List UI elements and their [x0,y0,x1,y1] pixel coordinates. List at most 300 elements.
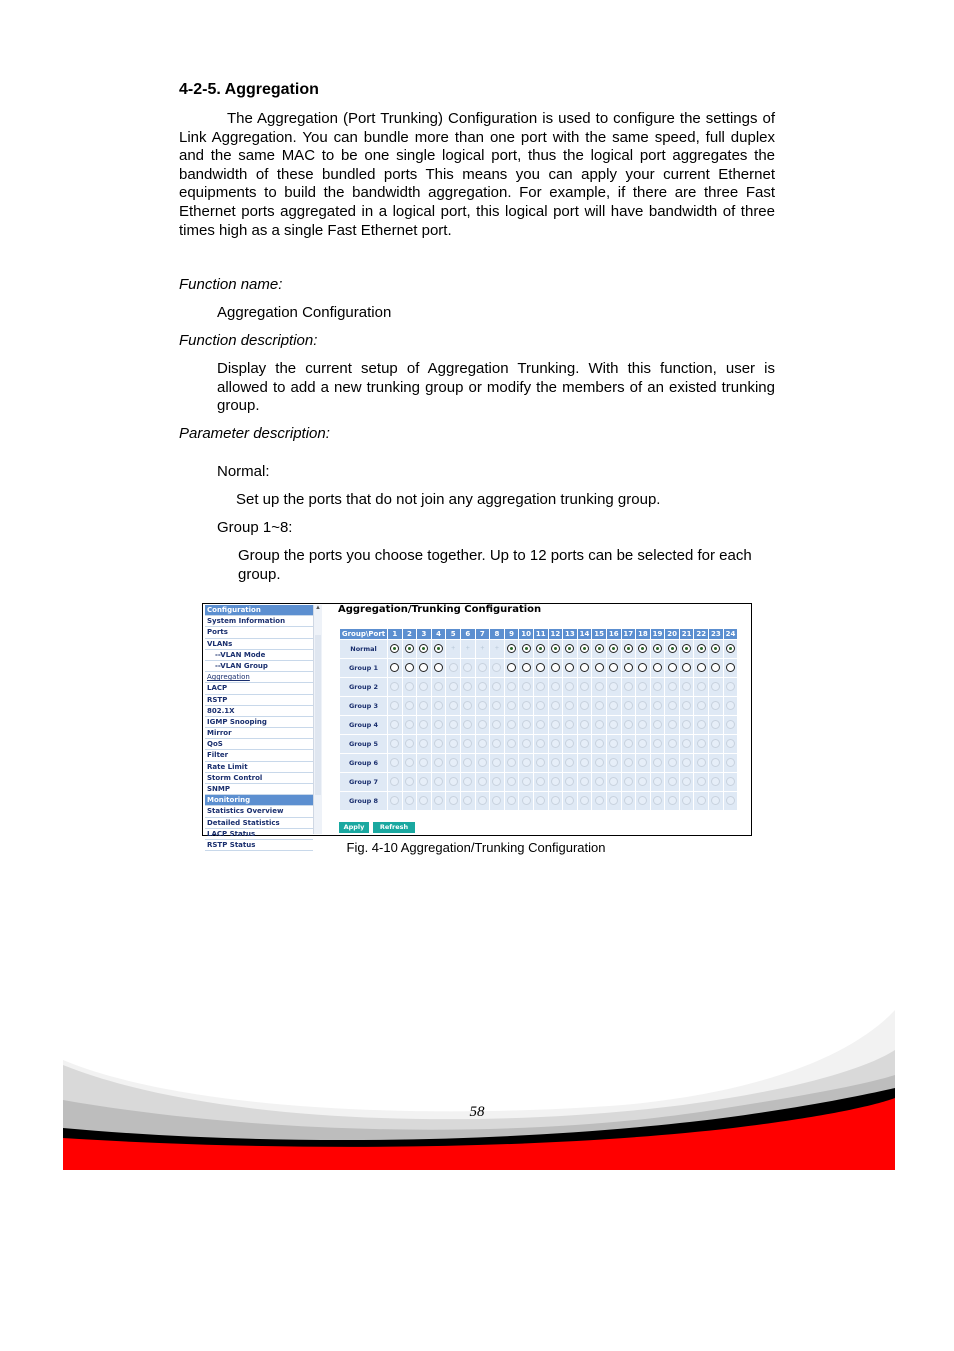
port-header: 4 [431,629,446,640]
table-cell [577,716,592,735]
port-radio-button[interactable] [565,663,574,672]
sidebar-item[interactable]: Mirror [205,728,313,739]
table-cell [533,697,548,716]
sidebar-scrollbar[interactable] [313,605,322,834]
table-cell [650,754,665,773]
table-cell [636,754,651,773]
port-radio-button [580,720,589,729]
port-header: 6 [460,629,475,640]
scroll-up-icon[interactable]: ▲ [315,605,321,611]
port-radio-button [434,682,443,691]
group-label: Group 1~8: [217,519,293,536]
table-cell [388,659,403,678]
port-radio-button [624,720,633,729]
sidebar-menu [205,605,313,849]
table-cell [417,716,432,735]
table-cell [417,678,432,697]
table-cell [563,773,578,792]
port-header: 20 [665,629,680,640]
port-radio-button [419,682,428,691]
port-radio-button [390,796,399,805]
sidebar-item[interactable]: Configuration [205,605,313,616]
table-cell [636,697,651,716]
table-cell [723,754,738,773]
port-radio-button [463,720,472,729]
table-cell [665,659,680,678]
port-radio-button [419,796,428,805]
table-row [340,792,738,811]
port-radio-button [536,758,545,767]
port-radio-button[interactable] [653,663,662,672]
table-cell [446,678,461,697]
port-radio-button[interactable] [682,644,691,653]
table-cell [563,716,578,735]
port-radio-button [711,682,720,691]
port-radio-button [478,663,487,672]
table-cell [519,735,534,754]
port-radio-button[interactable] [390,644,399,653]
table-cell [723,678,738,697]
port-radio-button [609,682,618,691]
table-cell [504,792,519,811]
port-radio-button [551,720,560,729]
port-radio-button[interactable] [638,644,647,653]
row-label: Group 7 [340,773,388,792]
port-radio-button[interactable] [697,663,706,672]
port-radio-button[interactable] [551,663,560,672]
port-radio-button [405,701,414,710]
port-radio-button [405,796,414,805]
table-cell [650,678,665,697]
port-radio-button [449,682,458,691]
table-cell [475,659,490,678]
table-cell [636,792,651,811]
table-cell [723,792,738,811]
port-radio-button [638,682,647,691]
port-radio-button[interactable] [405,663,414,672]
scroll-thumb[interactable] [315,635,321,795]
port-radio-button [565,777,574,786]
sidebar-item[interactable]: Storm Control [205,773,313,784]
table-cell [577,697,592,716]
port-radio-button [697,739,706,748]
table-cell [460,659,475,678]
port-header: 3 [417,629,432,640]
table-cell [504,773,519,792]
port-radio-button[interactable] [434,663,443,672]
table-cell [519,659,534,678]
port-radio-button [536,682,545,691]
function-name-value: Aggregation Configuration [217,304,392,321]
table-cell [475,773,490,792]
sidebar-item[interactable]: Filter [205,750,313,761]
port-radio-button[interactable] [726,644,735,653]
port-radio-button[interactable] [580,663,589,672]
table-cell [490,792,505,811]
table-cell [563,659,578,678]
table-cell [709,716,724,735]
table-cell [548,735,563,754]
port-radio-button [682,739,691,748]
table-cell [679,773,694,792]
table-cell [563,754,578,773]
port-radio-button [463,777,472,786]
table-cell [388,640,403,659]
table-cell [665,754,680,773]
table-row [340,716,738,735]
port-radio-button [565,701,574,710]
port-radio-button [624,701,633,710]
table-cell [402,735,417,754]
table-cell [577,792,592,811]
table-cell [592,773,607,792]
table-cell [548,697,563,716]
port-radio-button [463,796,472,805]
table-cell [694,716,709,735]
row-label: Group 6 [340,754,388,773]
sidebar-item[interactable]: SNMP [205,784,313,795]
table-cell [621,678,636,697]
port-radio-button [551,701,560,710]
table-cell [519,773,534,792]
table-cell [533,773,548,792]
sidebar-item[interactable]: QoS [205,739,313,750]
sidebar-item[interactable]: Ports [205,627,313,638]
port-radio-button [522,758,531,767]
sidebar-item[interactable]: Aggregation [205,672,313,683]
table-cell [694,678,709,697]
port-radio-button[interactable] [522,663,531,672]
port-radio-button [522,739,531,748]
port-radio-button [609,796,618,805]
table-cell [490,754,505,773]
port-radio-button[interactable] [434,644,443,653]
port-radio-button [711,739,720,748]
port-header: 19 [650,629,665,640]
port-radio-button [711,777,720,786]
sidebar-item[interactable]: Monitoring [205,795,313,806]
row-label: Normal [340,640,388,659]
port-radio-button [522,682,531,691]
port-radio-button[interactable] [419,644,428,653]
port-radio-button [609,720,618,729]
port-radio-button [507,701,516,710]
table-cell [431,659,446,678]
sidebar-item[interactable]: Statistics Overview [205,806,313,817]
sidebar-item[interactable]: Rate Limit [205,762,313,773]
port-radio-button [726,758,735,767]
port-radio-button[interactable] [507,663,516,672]
table-row [340,697,738,716]
table-cell [694,754,709,773]
table-cell [533,640,548,659]
sidebar-item[interactable]: VLANs [205,639,313,650]
table-cell [431,697,446,716]
port-header: 11 [533,629,548,640]
port-radio-button [580,758,589,767]
table-cell [709,640,724,659]
port-radio-button[interactable] [595,663,604,672]
table-cell [621,754,636,773]
port-radio-button [492,777,501,786]
table-cell [709,659,724,678]
port-radio-button[interactable] [609,663,618,672]
row-label: Group 5 [340,735,388,754]
port-radio-button[interactable] [522,644,531,653]
sidebar-item[interactable]: RSTP Status [205,840,313,851]
port-radio-button[interactable] [711,644,720,653]
table-cell [636,678,651,697]
port-radio-button[interactable] [595,644,604,653]
port-radio-button [595,739,604,748]
port-radio-button [522,720,531,729]
port-radio-button [478,720,487,729]
port-radio-button[interactable] [580,644,589,653]
table-cell [533,735,548,754]
port-radio-button[interactable] [551,644,560,653]
table-cell [490,640,505,659]
table-cell [723,697,738,716]
port-radio-button[interactable] [609,644,618,653]
port-radio-button [595,796,604,805]
table-cell [417,792,432,811]
port-radio-button[interactable] [507,644,516,653]
port-radio-button[interactable] [653,644,662,653]
refresh-button[interactable]: Refresh [373,822,415,833]
table-cell [431,716,446,735]
table-cell [504,640,519,659]
port-radio-button [551,682,560,691]
port-radio-button [653,701,662,710]
port-radio-button [463,739,472,748]
apply-button[interactable]: Apply [339,822,369,833]
table-cell [679,735,694,754]
table-cell [402,640,417,659]
port-radio-button [638,720,647,729]
sidebar-item[interactable]: LACP Status [205,829,313,840]
port-radio-button [726,701,735,710]
port-radio-button [624,739,633,748]
table-cell [490,773,505,792]
table-cell [592,678,607,697]
normal-text: Set up the ports that do not join any aggregation trunking group. [236,491,661,508]
port-radio-button[interactable] [624,663,633,672]
port-radio-button [565,739,574,748]
table-row [340,640,738,659]
sidebar-item[interactable]: LACP [205,683,313,694]
table-cell [504,716,519,735]
function-name-label: Function name: [179,276,283,293]
port-radio-button [492,701,501,710]
port-radio-button [711,758,720,767]
table-cell [504,697,519,716]
port-radio-button[interactable] [726,663,735,672]
port-radio-button [726,796,735,805]
port-radio-button [449,777,458,786]
table-cell [402,659,417,678]
port-header: 2 [402,629,417,640]
port-radio-button [449,739,458,748]
table-cell [490,678,505,697]
table-cell [533,792,548,811]
port-radio-button [595,777,604,786]
port-radio-button [419,701,428,710]
port-header: 16 [606,629,621,640]
table-cell [606,697,621,716]
port-radio-button[interactable] [536,644,545,653]
port-radio-button [419,720,428,729]
port-radio-button [609,701,618,710]
disabled-radio-icon: + [480,645,485,653]
table-cell [388,678,403,697]
port-header: 1 [388,629,403,640]
table-cell [460,716,475,735]
table-cell [402,754,417,773]
table-cell [621,792,636,811]
table-cell [592,659,607,678]
port-radio-button [682,701,691,710]
table-cell [475,792,490,811]
port-radio-button [697,796,706,805]
table-cell [519,716,534,735]
corner-header: Group\Port [340,629,388,640]
table-cell [402,792,417,811]
port-radio-button [580,796,589,805]
port-radio-button [668,739,677,748]
table-cell [679,697,694,716]
port-radio-button [434,796,443,805]
port-radio-button[interactable] [405,644,414,653]
table-cell [431,735,446,754]
port-radio-button [551,739,560,748]
table-cell [577,735,592,754]
table-cell [446,716,461,735]
table-cell [533,754,548,773]
table-cell [709,754,724,773]
port-radio-button [653,739,662,748]
port-radio-button[interactable] [419,663,428,672]
port-radio-button [419,758,428,767]
table-cell [636,716,651,735]
table-cell [621,735,636,754]
sidebar-item[interactable]: --VLAN Group [205,661,313,672]
port-radio-button[interactable] [536,663,545,672]
port-radio-button [595,701,604,710]
table-cell [388,754,403,773]
table-cell [548,754,563,773]
table-cell [446,735,461,754]
port-radio-button [507,758,516,767]
table-cell [490,697,505,716]
table-cell [694,773,709,792]
port-radio-button [653,777,662,786]
table-cell [606,716,621,735]
port-radio-button [492,758,501,767]
table-cell [504,659,519,678]
port-radio-button[interactable] [668,644,677,653]
port-radio-button [463,758,472,767]
port-radio-button [638,796,647,805]
row-label: Group 3 [340,697,388,716]
table-cell [475,716,490,735]
sidebar-item[interactable]: 802.1X [205,706,313,717]
table-cell [548,773,563,792]
port-radio-button [697,777,706,786]
table-cell [665,640,680,659]
table-row [340,773,738,792]
table-cell [402,773,417,792]
table-cell [606,735,621,754]
row-label: Group 1 [340,659,388,678]
port-radio-button [682,777,691,786]
sidebar-item[interactable]: System Information [205,616,313,627]
table-cell [417,754,432,773]
table-cell [709,735,724,754]
port-radio-button [390,701,399,710]
disabled-radio-icon: + [494,645,499,653]
table-cell [723,773,738,792]
table-cell [694,792,709,811]
table-cell [475,697,490,716]
table-cell [460,640,475,659]
port-radio-button[interactable] [565,644,574,653]
table-cell [417,773,432,792]
port-header: 18 [636,629,651,640]
port-radio-button [478,796,487,805]
table-cell [606,678,621,697]
port-radio-button [463,663,472,672]
port-radio-button [551,777,560,786]
port-radio-button [638,739,647,748]
port-radio-button [419,777,428,786]
table-cell [548,716,563,735]
footer-swoosh-graphic [63,1010,895,1170]
table-row [340,678,738,697]
table-cell [577,754,592,773]
table-cell [402,678,417,697]
sidebar-item[interactable]: --VLAN Mode [205,650,313,661]
table-cell [621,716,636,735]
port-radio-button [653,682,662,691]
table-cell [388,735,403,754]
port-radio-button[interactable] [711,663,720,672]
table-cell [694,659,709,678]
table-cell [402,697,417,716]
table-cell [504,735,519,754]
port-radio-button [595,758,604,767]
table-cell [606,640,621,659]
port-radio-button[interactable] [390,663,399,672]
sidebar-item[interactable]: Detailed Statistics [205,818,313,829]
port-header: 21 [679,629,694,640]
port-radio-button[interactable] [638,663,647,672]
port-radio-button [536,739,545,748]
port-radio-button[interactable] [682,663,691,672]
port-header: 5 [446,629,461,640]
port-radio-button[interactable] [624,644,633,653]
table-cell [665,678,680,697]
port-radio-button [463,701,472,710]
parameter-description-label: Parameter description: [179,425,330,442]
port-radio-button [522,796,531,805]
sidebar-item[interactable]: IGMP Snooping [205,717,313,728]
port-radio-button[interactable] [668,663,677,672]
table-cell [490,735,505,754]
port-radio-button[interactable] [697,644,706,653]
sidebar-item[interactable]: RSTP [205,695,313,706]
port-header: 17 [621,629,636,640]
port-radio-button [492,720,501,729]
